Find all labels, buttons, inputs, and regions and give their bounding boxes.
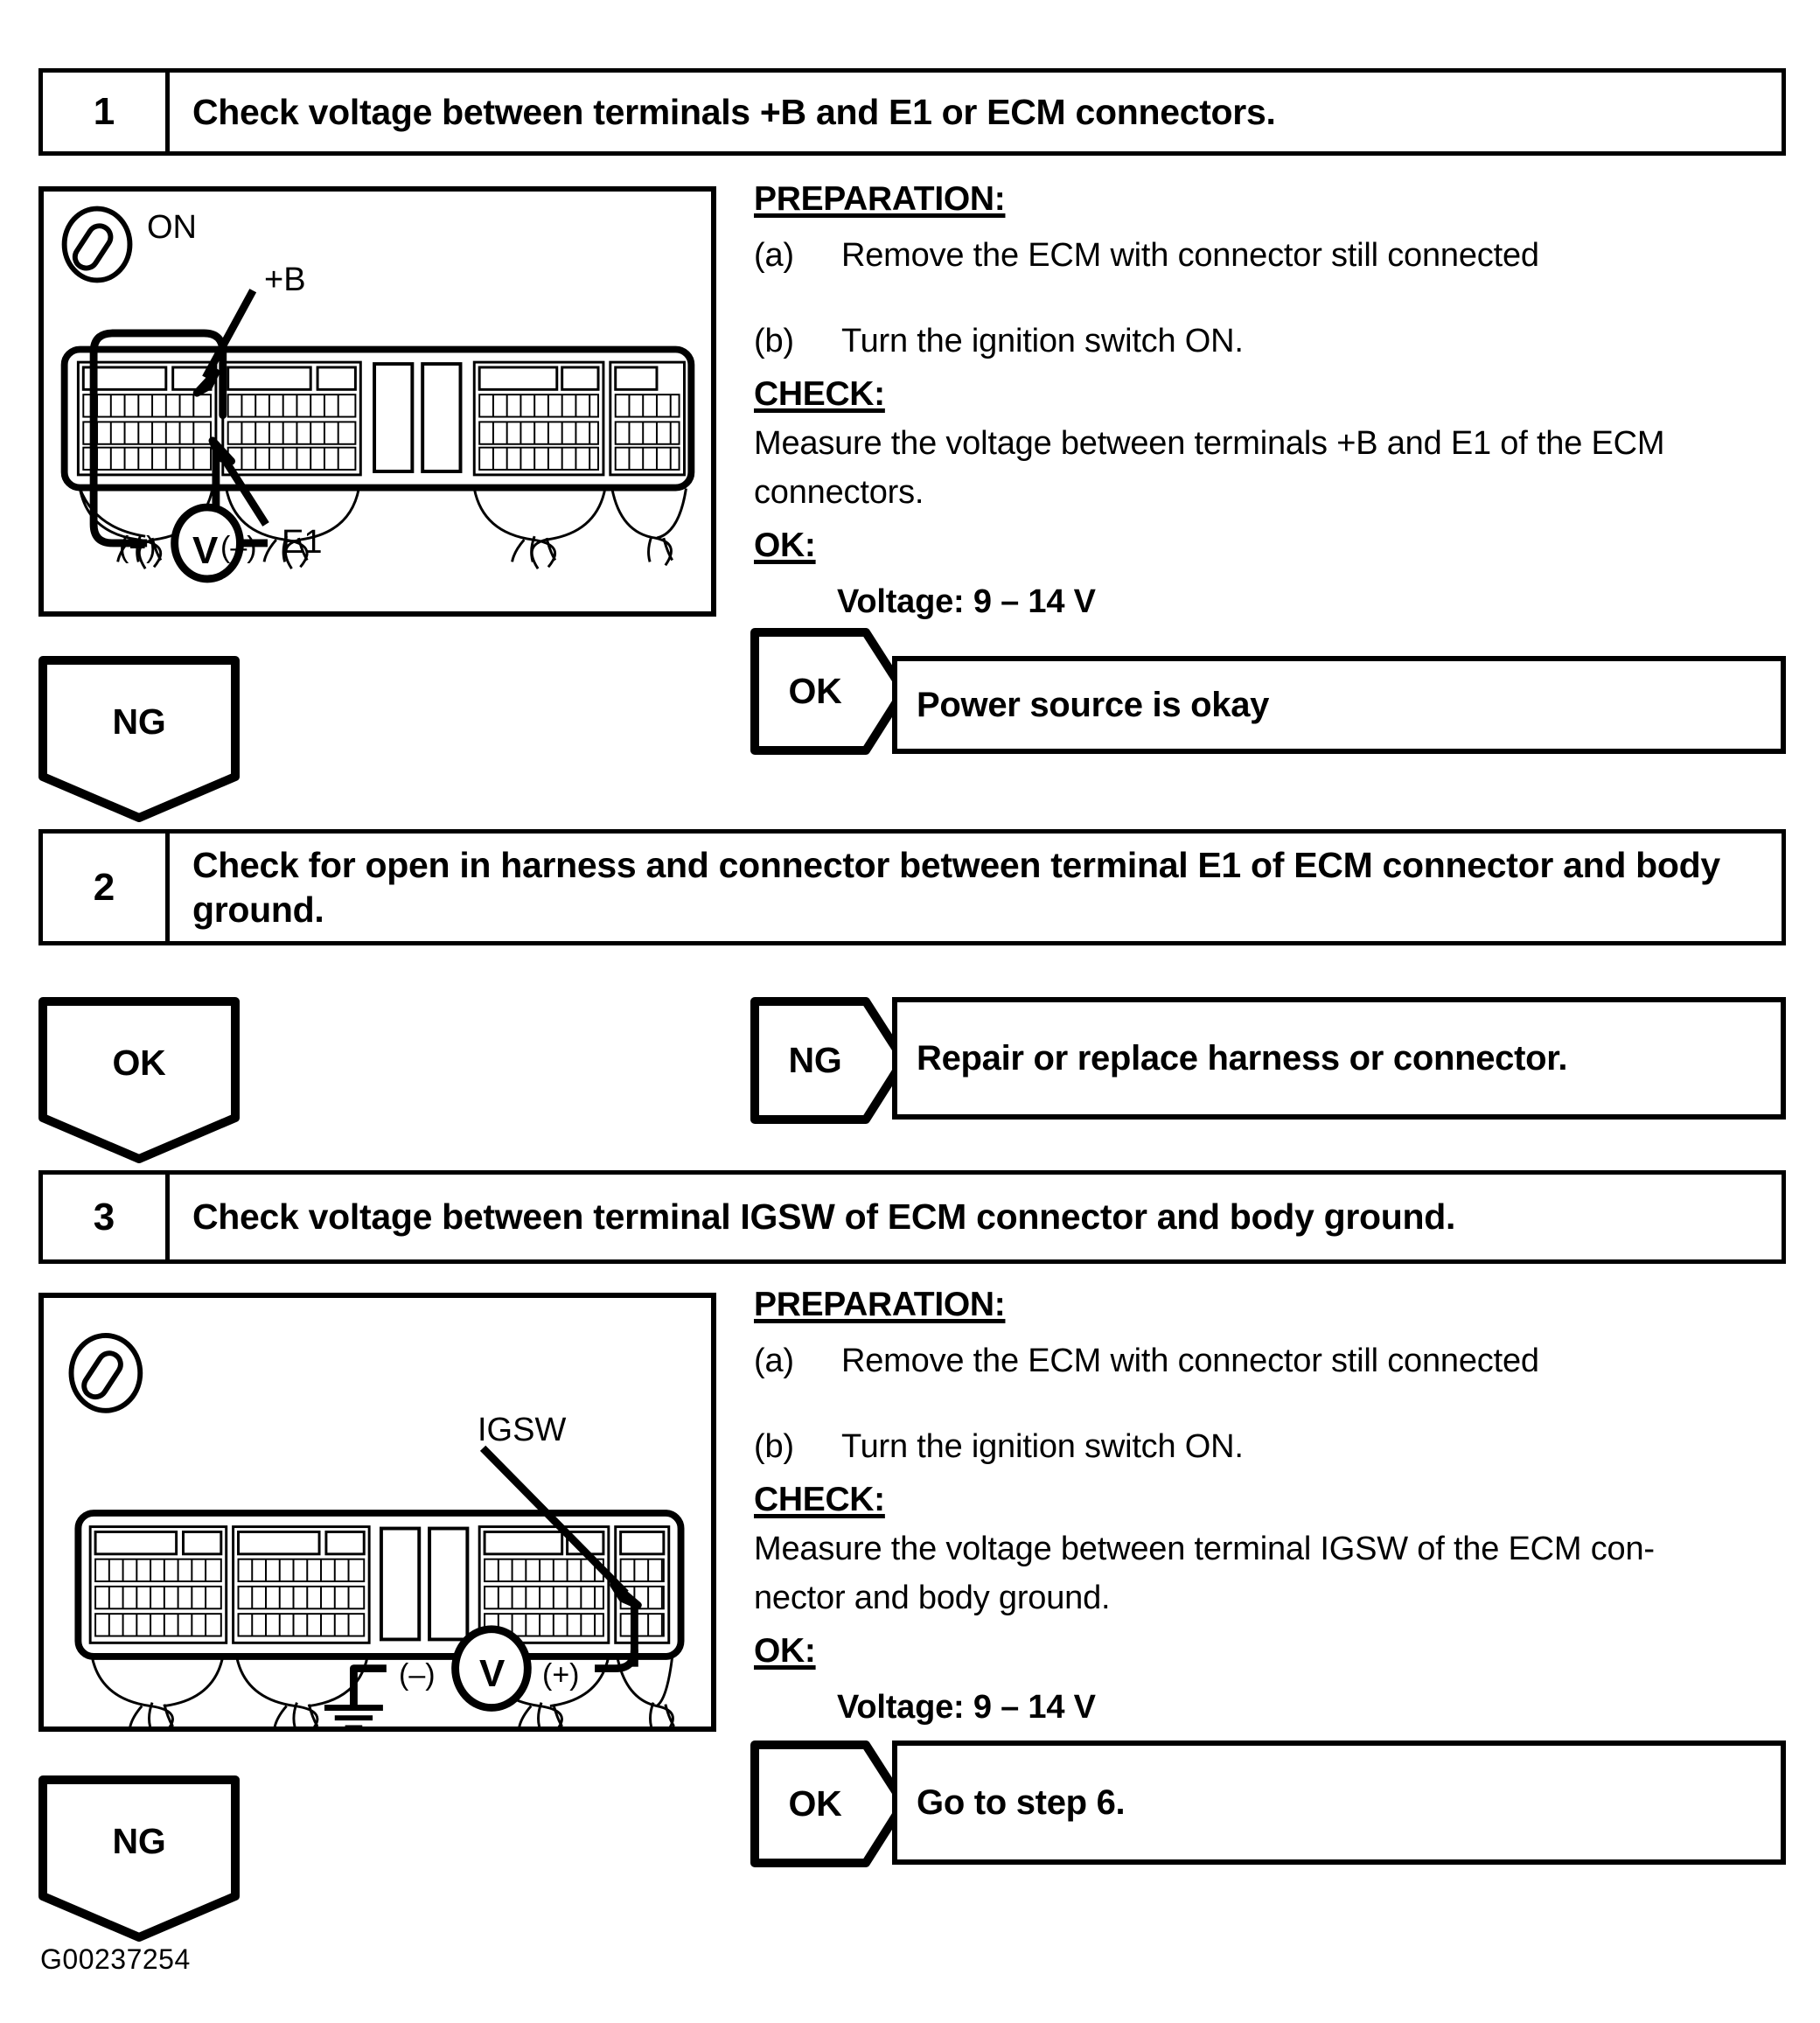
- prep-a-text: Remove the ECM with connector still connected: [841, 237, 1539, 274]
- step-1-ng-label: NG: [112, 701, 166, 742]
- step-2-ok-branch: [38, 997, 240, 1163]
- ignition-key-icon: [65, 209, 130, 281]
- ground-symbol: [324, 1708, 383, 1727]
- preparation-item-b: [754, 1430, 1786, 1463]
- check-text-line-1: Measure the voltage between terminals +B and E1 of the ECM: [754, 425, 1665, 462]
- ok-heading: OK:: [754, 527, 816, 564]
- check-text-line-2: nector and body ground.: [754, 1580, 1111, 1616]
- prep-a-label: (a): [754, 237, 794, 274]
- step-2-result-text: Repair or replace harness or connector.: [917, 1038, 1568, 1078]
- step-3-illustration: [38, 1293, 716, 1732]
- document-reference-code: G00237254: [40, 1943, 191, 1975]
- step-3-number: 3: [43, 1175, 170, 1259]
- step-2-number: 2: [43, 834, 170, 941]
- step-2-ng-label: NG: [788, 1040, 842, 1080]
- polarity-negative-label: (–): [399, 1658, 436, 1692]
- polarity-positive-label: (+): [542, 1658, 580, 1692]
- ignition-on-label: ON: [147, 209, 197, 246]
- voltmeter-label: V: [192, 529, 219, 572]
- preparation-item-a: [754, 239, 1786, 272]
- step-3-result-text: Go to step 6.: [917, 1782, 1126, 1822]
- prep-b-text: Turn the ignition switch ON.: [841, 323, 1244, 359]
- step-1-result-text: Power source is okay: [917, 685, 1270, 724]
- step-3-ok-branch: [750, 1740, 908, 1867]
- polarity-positive-label: (+): [119, 531, 157, 564]
- step-2-ng-branch: [750, 997, 908, 1124]
- step-1-illustration: [38, 186, 716, 617]
- step-3-ok-label: OK: [788, 1783, 842, 1824]
- step-1-instructions: [754, 182, 1786, 618]
- terminal-label-e1: E1: [282, 524, 323, 561]
- step-2-ok-label: OK: [112, 1042, 166, 1083]
- step-1-ok-branch: [750, 628, 908, 755]
- step-3-result-box: [892, 1740, 1786, 1865]
- terminal-label-plus-b: +B: [264, 262, 306, 298]
- check-text-line-1: Measure the voltage between terminal IGSW of the ECM con-: [754, 1531, 1655, 1567]
- prep-b-text: Turn the ignition switch ON.: [841, 1428, 1244, 1465]
- check-heading: CHECK:: [754, 375, 885, 413]
- preparation-item-b: [754, 324, 1786, 358]
- prep-b-label: (b): [754, 1428, 794, 1465]
- check-text-line-2: connectors.: [754, 474, 924, 511]
- preparation-heading: PREPARATION:: [754, 180, 1006, 218]
- step-1-number: 1: [43, 73, 170, 151]
- preparation-item-a: [754, 1344, 1786, 1378]
- prep-b-label: (b): [754, 323, 794, 359]
- voltmeter-label: V: [479, 1652, 506, 1695]
- step-1-header: [38, 68, 1786, 156]
- check-heading: CHECK:: [754, 1481, 885, 1518]
- prep-a-text: Remove the ECM with connector still connected: [841, 1343, 1539, 1379]
- ok-voltage-value: Voltage: 9 – 14 V: [837, 583, 1096, 620]
- ok-heading: OK:: [754, 1632, 816, 1670]
- step-2-result-box: [892, 997, 1786, 1120]
- step-3-ng-label: NG: [112, 1820, 166, 1861]
- ok-voltage-value: Voltage: 9 – 14 V: [837, 1689, 1096, 1726]
- step-3-instructions: [754, 1287, 1786, 1724]
- step-2-title: Check for open in harness and connector between terminal E1 of ECM connector and body ground.: [192, 845, 1720, 930]
- step-1-title: Check voltage between terminals +B and E1 or ECM connectors.: [192, 91, 1276, 132]
- step-1-ok-label: OK: [788, 671, 842, 711]
- preparation-heading: PREPARATION:: [754, 1286, 1006, 1323]
- step-2-header: [38, 829, 1786, 945]
- polarity-negative-label: (–): [220, 531, 257, 564]
- step-1-result-box: [892, 656, 1786, 754]
- step-3-ng-branch: [38, 1775, 240, 1942]
- terminal-label-igsw: IGSW: [478, 1412, 567, 1448]
- step-3-title: Check voltage between terminal IGSW of ECM connector and body ground.: [192, 1196, 1456, 1238]
- step-3-header: [38, 1170, 1786, 1264]
- prep-a-label: (a): [754, 1343, 794, 1379]
- step-1-ng-branch: [38, 656, 240, 822]
- ignition-key-icon: [72, 1336, 141, 1411]
